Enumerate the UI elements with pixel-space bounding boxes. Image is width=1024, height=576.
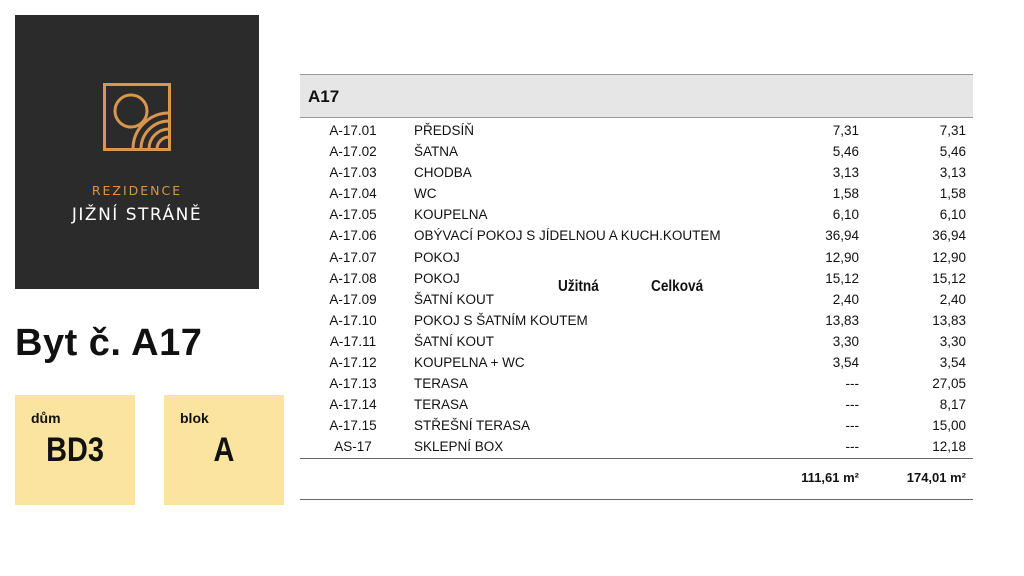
room-usable-area: 6,10 — [832, 207, 859, 223]
room-table — [300, 74, 973, 485]
room-name: POKOJ — [414, 270, 460, 286]
table-row — [300, 373, 973, 394]
column-header-usable: Užitná — [558, 278, 599, 295]
logo-name: JIŽNÍ STRÁNĚ — [71, 205, 203, 225]
table-row — [300, 268, 973, 289]
room-usable-area: 12,90 — [825, 249, 859, 265]
house-card — [15, 395, 135, 505]
room-total-area: 1,58 — [939, 186, 966, 202]
room-usable-area: 15,12 — [825, 270, 859, 286]
room-total-area: 27,05 — [932, 376, 966, 392]
table-total-row — [300, 458, 973, 500]
room-name: WC — [414, 186, 437, 202]
room-name: POKOJ — [414, 249, 460, 265]
room-usable-area: 1,58 — [832, 186, 859, 202]
table-row — [300, 204, 973, 225]
table-row — [300, 436, 973, 457]
room-usable-area: 5,46 — [832, 144, 859, 160]
table-header-title: A17 — [308, 87, 340, 106]
room-total-area: 6,10 — [939, 207, 966, 223]
room-usable-area: 2,40 — [832, 291, 859, 307]
room-name: SKLEPNÍ BOX — [414, 439, 504, 455]
room-total-area: 15,00 — [932, 418, 966, 434]
room-total-area: 12,18 — [932, 439, 966, 455]
table-rows — [300, 118, 973, 458]
apartment-title: Byt č. A17 — [15, 322, 203, 364]
room-code: A-17.02 — [329, 144, 377, 160]
room-name: KOUPELNA — [414, 207, 488, 223]
room-usable-area: 7,31 — [832, 123, 859, 138]
room-usable-area: --- — [845, 376, 859, 392]
room-name: ŠATNA — [414, 144, 459, 160]
room-total-area: 12,90 — [932, 249, 966, 265]
room-name: ŠATNÍ KOUT — [414, 291, 495, 307]
room-code: A-17.05 — [329, 207, 377, 223]
room-code: A-17.09 — [329, 291, 377, 307]
sum-usable: 111,61 m² — [801, 470, 859, 485]
room-name: TERASA — [414, 376, 469, 392]
room-usable-area: 3,30 — [832, 333, 859, 349]
room-usable-area: --- — [845, 439, 859, 455]
house-value: BD3 — [46, 431, 104, 469]
room-usable-area: 36,94 — [825, 228, 859, 244]
room-code: AS-17 — [334, 439, 372, 455]
table-row — [300, 183, 973, 204]
room-name: STŘEŠNÍ TERASA — [414, 418, 531, 434]
table-row — [300, 352, 973, 373]
room-code: A-17.12 — [329, 355, 377, 371]
house-label: dům — [31, 410, 61, 426]
room-code: A-17.03 — [329, 165, 377, 181]
room-usable-area: 13,83 — [825, 312, 859, 328]
room-name: PŘEDSÍŇ — [414, 123, 475, 138]
room-usable-area: 3,54 — [832, 355, 859, 371]
room-total-area: 8,17 — [939, 397, 966, 413]
room-total-area: 36,94 — [932, 228, 966, 244]
room-total-area: 2,40 — [939, 291, 966, 307]
room-name: POKOJ S ŠATNÍM KOUTEM — [414, 312, 588, 328]
room-total-area: 15,12 — [932, 270, 966, 286]
room-name: ŠATNÍ KOUT — [414, 333, 495, 349]
room-total-area: 3,30 — [939, 333, 966, 349]
room-total-area: 7,31 — [939, 123, 966, 138]
room-code: A-17.10 — [329, 312, 377, 328]
block-label: blok — [180, 410, 209, 426]
table-row — [300, 141, 973, 162]
sum-total: 174,01 m² — [906, 470, 966, 485]
table-row — [300, 162, 973, 183]
room-code: A-17.01 — [329, 123, 377, 138]
table-row — [300, 310, 973, 331]
table-row — [300, 225, 973, 246]
room-code: A-17.15 — [329, 418, 377, 434]
table-row — [300, 247, 973, 268]
table-row — [300, 120, 973, 141]
room-name: OBÝVACÍ POKOJ S JÍDELNOU A KUCH.KOUTEM — [414, 228, 721, 244]
room-usable-area: --- — [845, 397, 859, 413]
block-card — [164, 395, 284, 505]
block-value: A — [213, 431, 235, 469]
table-row — [300, 415, 973, 436]
room-code: A-17.13 — [329, 376, 377, 392]
room-usable-area: --- — [845, 418, 859, 434]
table-row — [300, 331, 973, 352]
room-code: A-17.07 — [329, 249, 377, 265]
table-header — [300, 74, 973, 118]
sun-arc-logo-icon — [103, 83, 171, 151]
column-header-total: Celková — [651, 278, 704, 295]
room-code: A-17.11 — [329, 333, 377, 349]
logo-subtitle: REZIDENCE — [91, 183, 183, 198]
room-name: KOUPELNA + WC — [414, 355, 525, 371]
room-total-area: 13,83 — [932, 312, 966, 328]
room-code: A-17.14 — [329, 397, 377, 413]
table-row — [300, 289, 973, 310]
room-name: CHODBA — [414, 165, 472, 181]
room-total-area: 5,46 — [939, 144, 966, 160]
room-total-area: 3,54 — [939, 355, 966, 371]
room-name: TERASA — [414, 397, 469, 413]
room-total-area: 3,13 — [939, 165, 966, 181]
room-code: A-17.04 — [329, 186, 377, 202]
room-usable-area: 3,13 — [832, 165, 859, 181]
table-row — [300, 394, 973, 415]
logo-panel — [15, 15, 259, 289]
room-code: A-17.06 — [329, 228, 377, 244]
room-code: A-17.08 — [329, 270, 377, 286]
